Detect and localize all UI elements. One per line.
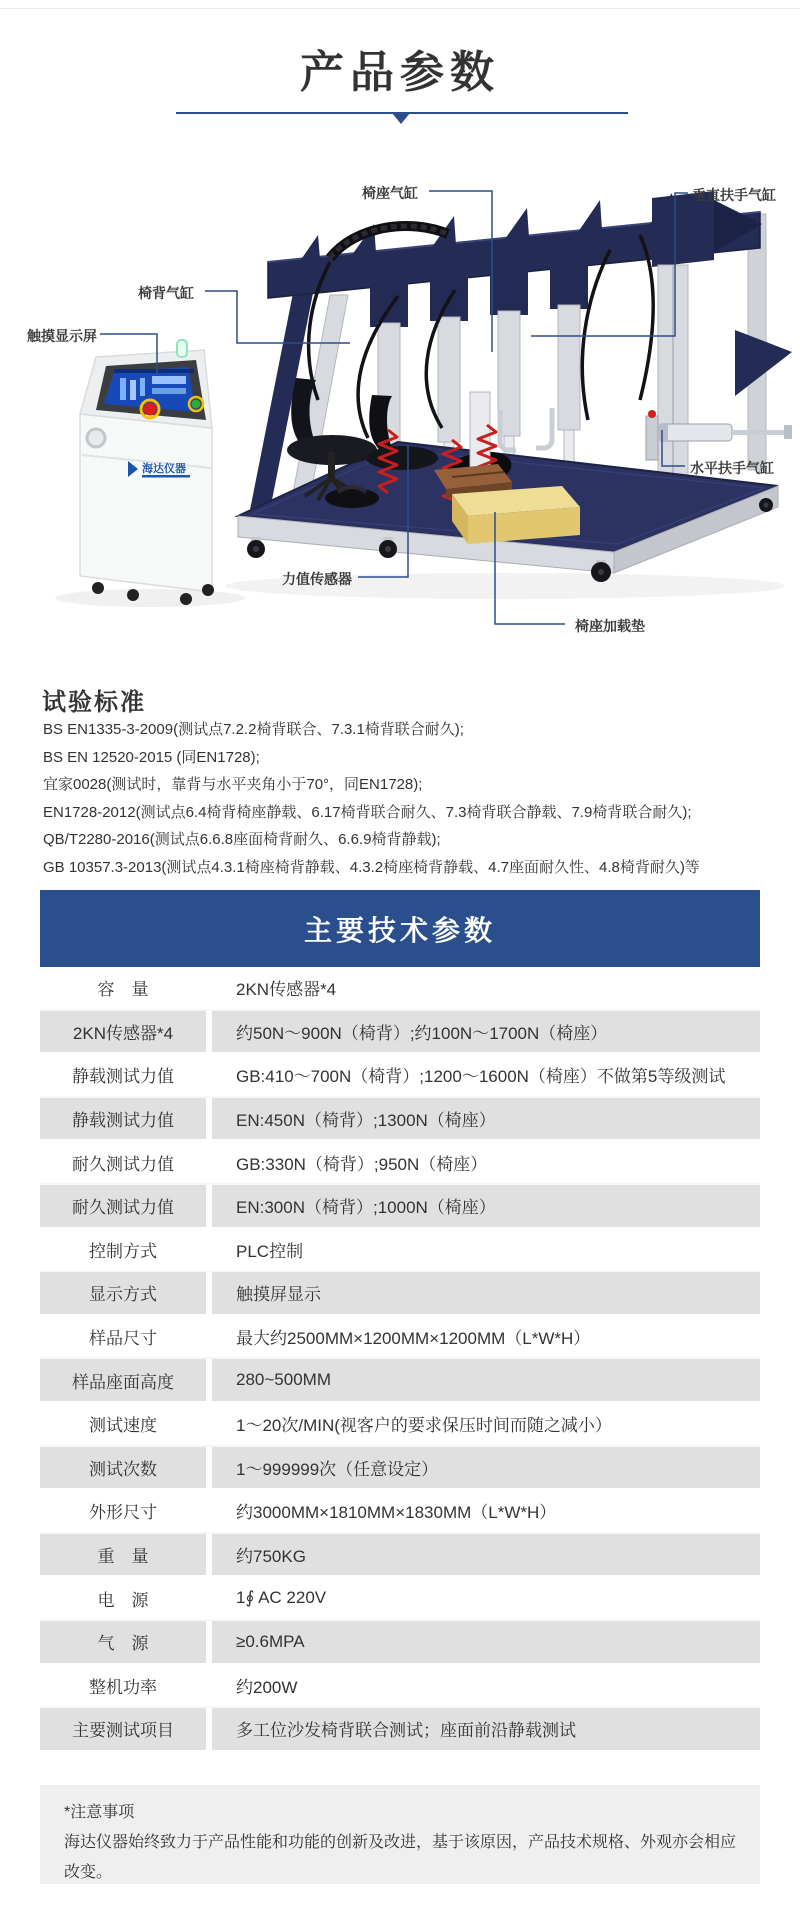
spec-label: 样品尺寸: [40, 1316, 212, 1358]
loading-pad: [325, 488, 379, 508]
spec-label: 显示方式: [40, 1272, 212, 1314]
title-triangle-icon: [392, 113, 410, 124]
spec-label: 电 源: [40, 1577, 212, 1619]
spec-value: 约200W: [236, 1677, 298, 1697]
porthole: [87, 429, 105, 447]
spec-value: 触摸屏显示: [236, 1285, 321, 1305]
spec-value: 1～999999次（任意设定）: [236, 1459, 439, 1479]
spec-row: [40, 1577, 760, 1621]
cabinet-logo: 海达仪器: [142, 463, 186, 475]
standards-list: [43, 716, 773, 882]
spec-label: 2KN传感器*4: [40, 1011, 212, 1053]
spec-row: [40, 1490, 760, 1534]
spec-label: 重 量: [40, 1534, 212, 1576]
spec-row: [40, 1316, 760, 1360]
spec-label: 整机功率: [40, 1665, 212, 1707]
machine-illustration: [0, 130, 800, 670]
standard-line: 宜家0028(测试时，靠背与水平夹角小于70°，同EN1728);: [43, 776, 423, 794]
callout-seat-cylinder: 椅座气缸: [362, 185, 418, 201]
spec-value: ≥0.6MPA: [236, 1631, 305, 1651]
page-title: 产品参数: [300, 48, 500, 97]
spec-label: 样品座面高度: [40, 1359, 212, 1401]
spec-label: 耐久测试力值: [40, 1185, 212, 1227]
spec-value: PLC控制: [236, 1241, 304, 1261]
spec-row: [40, 1708, 760, 1752]
spec-row: [40, 1665, 760, 1709]
spec-row: [40, 1229, 760, 1273]
top-divider: [0, 8, 800, 9]
spec-row: [40, 1359, 760, 1403]
spec-row: [40, 1447, 760, 1491]
spec-row: [40, 1403, 760, 1447]
spec-label: 控制方式: [40, 1229, 212, 1271]
spec-label: 测试次数: [40, 1447, 212, 1489]
standard-line: BS EN 12520-2015 (同EN1728);: [43, 748, 260, 766]
spec-value: 约50N～900N（椅背）;约100N～1700N（椅座）: [236, 1023, 608, 1043]
callout-touch-screen: 触摸显示屏: [27, 328, 97, 344]
spec-label: 气 源: [40, 1621, 212, 1663]
spec-table-header: 主要技术参数: [40, 890, 760, 967]
spec-value: 1∮ AC 220V: [236, 1588, 327, 1608]
spec-row: [40, 1272, 760, 1316]
spec-row: [40, 1141, 760, 1185]
callout-force-sensor: 力值传感器: [282, 571, 352, 587]
spec-value: 约3000MM×1810MM×1830MM（L*W*H）: [236, 1503, 557, 1523]
spec-value: 1～20次/MIN(视客户的要求保压时间而随之减小）: [236, 1416, 612, 1436]
spec-table: [40, 890, 760, 1752]
callout-horizontal-armrest-cylinder: 水平扶手气缸: [690, 460, 774, 476]
spec-label: 外形尺寸: [40, 1490, 212, 1532]
standard-line: QB/T2280-2016(测试点6.6.8座面椅背耐久、6.6.9椅背静载);: [43, 831, 441, 849]
callout-seat-loading-pad: 椅座加载垫: [575, 618, 645, 634]
spec-row: [40, 967, 760, 1011]
spec-value: EN:300N（椅背）;1000N（椅座）: [236, 1198, 496, 1218]
spec-value: 约750KG: [236, 1547, 306, 1567]
spec-value: 280~500MM: [236, 1370, 331, 1390]
spec-value: GB:410～700N（椅背）;1200～1600N（椅座）不做第5等级测试: [236, 1067, 726, 1087]
standard-line: GB 10357.3-2013(测试点4.3.1椅座椅背静载、4.3.2椅座椅背静载、4.7座面耐久性、4.8椅背耐久)等: [43, 858, 700, 876]
spec-row: [40, 1534, 760, 1578]
spec-label: 容 量: [40, 967, 212, 1009]
callout-backrest-cylinder: 椅背气缸: [138, 285, 194, 301]
spec-label: 测试速度: [40, 1403, 212, 1445]
spec-value: 最大约2500MM×1200MM×1200MM（L*W*H）: [236, 1329, 591, 1349]
notice-block: [40, 1785, 760, 1884]
standard-line: EN1728-2012(测试点6.4椅背椅座静载、6.17椅背联合耐久、7.3椅背联合静载、7.9椅背联合耐久);: [43, 803, 692, 821]
spec-row: [40, 1011, 760, 1055]
spec-row: [40, 1185, 760, 1229]
spec-value: 2KN传感器*4: [236, 980, 337, 1000]
notice-body: 海达仪器始终致力于产品性能和功能的创新及改进，基于该原因，产品技术规格、外观亦会相应改变。: [64, 1834, 737, 1881]
indicator-light: [177, 340, 187, 357]
control-cabinet: [80, 340, 214, 605]
spec-label: 耐久测试力值: [40, 1141, 212, 1183]
spec-label: 静载测试力值: [40, 1098, 212, 1140]
spec-row: [40, 1098, 760, 1142]
spec-label: 主要测试项目: [40, 1708, 212, 1750]
spec-label: 静载测试力值: [40, 1054, 212, 1096]
standards-heading: 试验标准: [42, 689, 146, 716]
spec-value: EN:450N（椅背）;1300N（椅座）: [236, 1111, 496, 1131]
callout-vertical-armrest-cylinder: 垂直扶手气缸: [692, 187, 776, 203]
standard-line: BS EN1335-3-2009(测试点7.2.2椅背联合、7.3.1椅背联合耐久);: [43, 721, 464, 738]
notice-title: *注意事项: [64, 1804, 135, 1821]
spec-row: [40, 1621, 760, 1665]
spec-value: GB:330N（椅背）;950N（椅座）: [236, 1154, 488, 1174]
spec-row: [40, 1054, 760, 1098]
spec-value: 多工位沙发椅背联合测试；座面前沿静载测试: [236, 1721, 576, 1741]
